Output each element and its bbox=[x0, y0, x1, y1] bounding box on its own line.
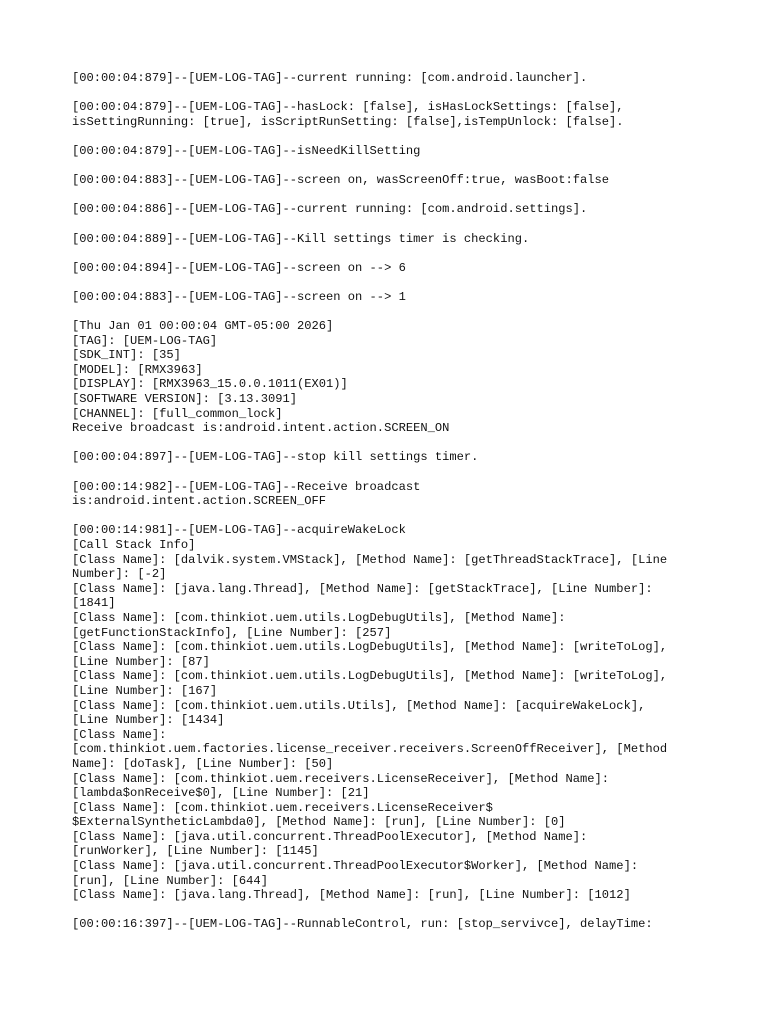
log-line: [Line Number]: [87] bbox=[72, 654, 210, 669]
log-entry bbox=[72, 144, 702, 159]
log-line: [Class Name]: [com.thinkiot.uem.utils.Utils], [Method Name]: [acquireWakeLock], bbox=[72, 698, 646, 713]
log-line: Receive broadcast is:android.intent.action.SCREEN_ON bbox=[72, 421, 450, 436]
log-line: [00:00:14:981]--[UEM-LOG-TAG]--acquireWakeLock bbox=[72, 523, 406, 538]
log-entry bbox=[72, 290, 702, 305]
log-line: [Class Name]: [com.thinkiot.uem.utils.LogDebugUtils], [Method Name]: [writeToLog], bbox=[72, 669, 668, 684]
log-entry bbox=[72, 202, 702, 217]
log-line: [DISPLAY]: [RMX3963_15.0.0.1011(EX01)] bbox=[72, 377, 348, 392]
log-entry bbox=[72, 319, 702, 436]
log-document bbox=[72, 71, 702, 947]
log-entry bbox=[72, 261, 702, 276]
log-line: [CHANNEL]: [full_common_lock] bbox=[72, 406, 283, 421]
log-line: [Class Name]: [java.lang.Thread], [Method Name]: [getStackTrace], [Line Number]: bbox=[72, 581, 653, 596]
log-line: Number]: [-2] bbox=[72, 567, 167, 582]
log-entry bbox=[72, 71, 702, 86]
log-line: [00:00:16:397]--[UEM-LOG-TAG]--RunnableControl, run: [stop_servivce], delayTime: bbox=[72, 917, 653, 932]
log-line: [TAG]: [UEM-LOG-TAG] bbox=[72, 333, 218, 348]
log-line: [00:00:14:982]--[UEM-LOG-TAG]--Receive broadcast bbox=[72, 479, 421, 494]
log-line: [Class Name]: [com.thinkiot.uem.receivers.LicenseReceiver$ bbox=[72, 800, 493, 815]
log-line: Name]: [doTask], [Line Number]: [50] bbox=[72, 756, 334, 771]
log-line: [00:00:04:894]--[UEM-LOG-TAG]--screen on --> 6 bbox=[72, 260, 406, 275]
log-entry bbox=[72, 480, 702, 509]
log-line: [Class Name]: [java.util.concurrent.ThreadPoolExecutor], [Method Name]: bbox=[72, 829, 588, 844]
log-line: [SDK_INT]: [35] bbox=[72, 348, 181, 363]
log-line: [00:00:04:879]--[UEM-LOG-TAG]--hasLock: [false], isHasLockSettings: [false], bbox=[72, 100, 624, 115]
log-entry bbox=[72, 523, 702, 902]
log-entry bbox=[72, 173, 702, 188]
log-line: [Class Name]: bbox=[72, 727, 167, 742]
log-line: [Class Name]: [dalvik.system.VMStack], [Method Name]: [getThreadStackTrace], [Line bbox=[72, 552, 668, 567]
log-line: [MODEL]: [RMX3963] bbox=[72, 362, 203, 377]
log-line: [Call Stack Info] bbox=[72, 538, 196, 552]
log-line: [00:00:04:897]--[UEM-LOG-TAG]--stop kill settings timer. bbox=[72, 450, 479, 465]
log-entry bbox=[72, 450, 702, 465]
log-line: [Class Name]: [com.thinkiot.uem.receivers.LicenseReceiver], [Method Name]: bbox=[72, 771, 610, 786]
log-line: [SOFTWARE VERSION]: [3.13.3091] bbox=[72, 392, 297, 407]
log-line: [1841] bbox=[72, 596, 116, 611]
log-line: [Line Number]: [1434] bbox=[72, 713, 225, 728]
log-entry bbox=[72, 917, 702, 932]
log-line: [getFunctionStackInfo], [Line Number]: [257] bbox=[72, 625, 392, 640]
log-entry bbox=[72, 100, 702, 129]
log-line: [Line Number]: [167] bbox=[72, 683, 218, 698]
log-line: [00:00:04:879]--[UEM-LOG-TAG]--isNeedKillSetting bbox=[72, 143, 421, 158]
log-line: isSettingRunning: [true], isScriptRunSetting: [false],isTempUnlock: [false]. bbox=[72, 114, 624, 129]
log-line: [Class Name]: [java.lang.Thread], [Method Name]: [run], [Line Number]: [1012] bbox=[72, 888, 631, 903]
log-line: [lambda$onReceive$0], [Line Number]: [21] bbox=[72, 786, 370, 801]
log-line: [Class Name]: [java.util.concurrent.ThreadPoolExecutor$Worker], [Method Name]: bbox=[72, 859, 639, 874]
log-line: $ExternalSyntheticLambda0], [Method Name]: [run], [Line Number]: [0] bbox=[72, 815, 566, 830]
log-line: [00:00:04:883]--[UEM-LOG-TAG]--screen on --> 1 bbox=[72, 289, 406, 304]
log-line: [Thu Jan 01 00:00:04 GMT-05:00 2026] bbox=[72, 319, 334, 334]
log-entry bbox=[72, 232, 702, 247]
log-line: [00:00:04:883]--[UEM-LOG-TAG]--screen on, wasScreenOff:true, wasBoot:false bbox=[72, 173, 610, 188]
log-line: is:android.intent.action.SCREEN_OFF bbox=[72, 494, 327, 509]
log-line: [Class Name]: [com.thinkiot.uem.utils.LogDebugUtils], [Method Name]: [writeToLog], bbox=[72, 640, 668, 655]
log-line: [00:00:04:879]--[UEM-LOG-TAG]--current running: [com.android.launcher]. bbox=[72, 71, 588, 85]
log-line: [00:00:04:889]--[UEM-LOG-TAG]--Kill settings timer is checking. bbox=[72, 231, 530, 246]
log-line: [Class Name]: [com.thinkiot.uem.utils.LogDebugUtils], [Method Name]: bbox=[72, 610, 566, 625]
log-line: [com.thinkiot.uem.factories.license_receiver.receivers.ScreenOffReceiver], [Method bbox=[72, 742, 668, 757]
log-line: [00:00:04:886]--[UEM-LOG-TAG]--current running: [com.android.settings]. bbox=[72, 202, 588, 217]
log-line: [run], [Line Number]: [644] bbox=[72, 873, 268, 888]
log-line: [runWorker], [Line Number]: [1145] bbox=[72, 844, 319, 859]
